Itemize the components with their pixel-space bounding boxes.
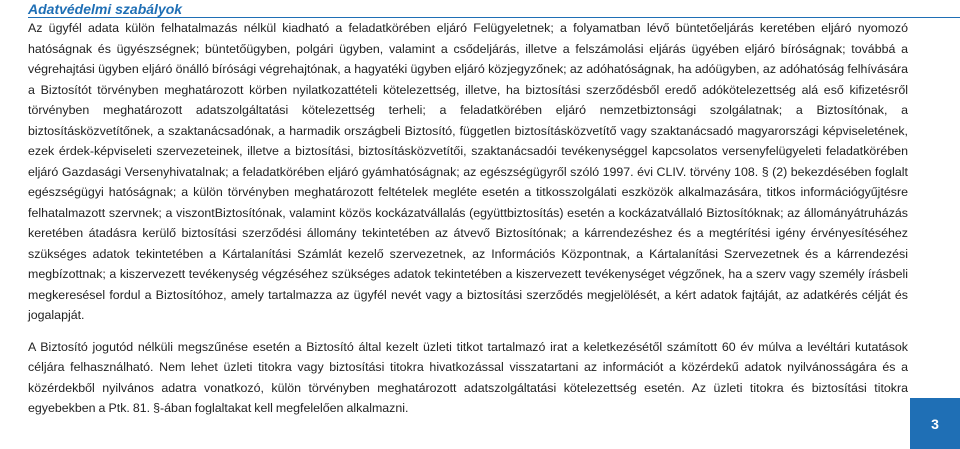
page-number: 3 <box>931 415 939 432</box>
document-body <box>28 0 908 419</box>
paragraph-disclosure-rules: Az ügyfél adata külön felhatalmazás nélkül kiadható a feladatkörében eljáró Felügyeletnek; a folyamatban lévő büntetőeljárás keretében eljáró nyomozó hatóságnak és ügyészségnek; büntetőügyben, polgári ügyben, valamint a csődeljárás, illetve a felszámolási eljárás ügyében eljáró bíróságnak; továbbá a végrehajtási ügyben eljáró önálló bírósági végrehajtónak, a hagyatéki ügyben eljáró közjegyzőnek; az adóhatóságnak, ha adóügyben, az adóhatóság felhívására a Biztosítót törvényben meghatározott körben nyilatkozattételi kötelezettség, illetve, ha biztosítási szerződésből eredő adókötelezettség alá eső kifizetésről törvényben meghatározott adatszolgáltatási kötelezettség terheli; a feladatkörében eljáró nemzetbiztonsági szolgálatnak; a Biztosítónak, a biztosításközvetítőnek, a szaktanácsadónak, a harmadik országbeli Biztosító, független biztosításközvetítő vagy szaktanácsadó magyarországi képviseletének, ezek érdek-képviseleti szervezeteinek, illetve a biztosítási, biztosításközvetítői, szaktanácsadói tevékenységgel kapcsolatos versenyfelügyeleti feladatkörében eljáró Gazdasági Versenyhivatalnak; a feladatkörében eljáró gyámhatóságnak; az egészségügyről szóló 1997. évi CLIV. törvény 108. § (2) bekezdésében foglalt egészségügyi hatóságnak; a külön törvényben meghatározott feltételek megléte esetén a titkosszolgálati eszközök alkalmazására, titkos információgyűjtésre felhatalmazott szervnek; a viszontBiztosítónak, valamint közös kockázatvállalás (együttbiztosítás) esetén a kockázatvállaló Biztosítóknak; az állományátruházás keretében átadásra kerülő biztosítási szerződési állomány tekintetében az átvevő Biztosítónak; a kárrendezéshez és a megtérítési igény érvényesítéséhez szükséges adatok tekintetében a Kártalanítási Számlát kezelő szervezetnek, az Információs Központnak, a Kártalanítási Szervezetnek és a kárrendezési megbízottnak; a kiszervezett tevékenység végzéséhez szükséges adatok tekintetében a kiszervezett tevékenységet végzőnek, ha a szerv vagy személy írásbeli megkeresésel fordul a Biztosítóhoz, amely tartalmazza az ügyfél nevét vagy a biztosítási szerződés megjelölését, a kért adatok fajtáját, az adatkérés célját és jogalapját. <box>28 21 908 322</box>
paragraph-trade-secret-rules: A Biztosító jogutód nélküli megszűnése esetén a Biztosító által kezelt üzleti titkot tartalmazó irat a keletkezésétől számított 60 év múlva a levéltári kutatások céljára felhasználható. Nem lehet üzleti titokra vagy biztosítási titokra hivatkozással visszatartani az információt a közérdekű adatok nyilvánosságára és a közérdekből nyilvános adatra vonatkozó, külön törvényben meghatározott adatszolgáltatási kötelezettség esetén. Az üzleti titokra és biztosítási titokra egyebekben a Ptk. 81. §-ában foglaltakat kell megfelelően alkalmazni. <box>28 339 908 415</box>
page-number-badge <box>910 398 960 449</box>
section-title: Adatvédelmi szabályok <box>28 1 183 17</box>
